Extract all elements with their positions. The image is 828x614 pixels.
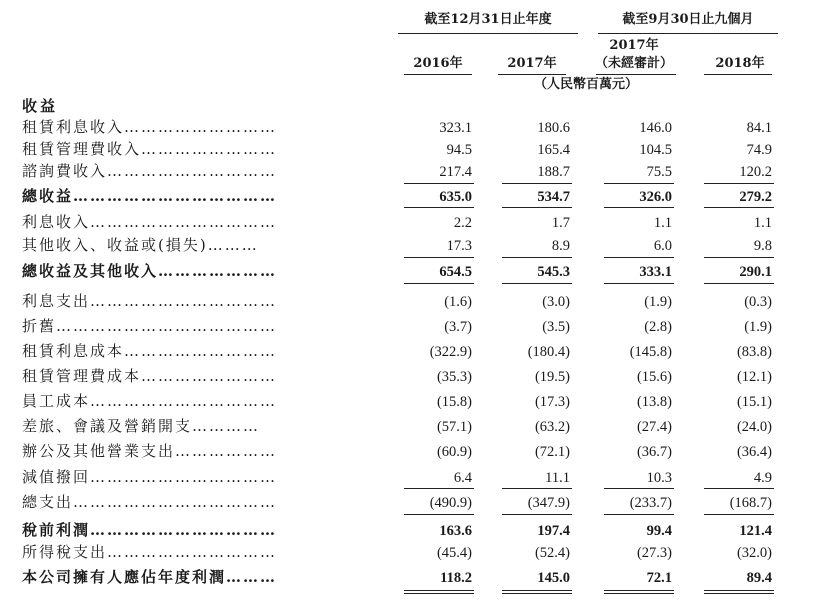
row-value-col-4: (15.1) (736, 394, 772, 410)
row-value-col-1: 217.4 (439, 164, 472, 180)
row-value-col-2: 534.7 (537, 189, 570, 205)
row-value-col-3: (27.4) (636, 419, 672, 435)
row-value-col-2: 145.0 (537, 570, 570, 586)
row-value-col-3: (233.7) (629, 495, 672, 511)
subtotal-rule (404, 593, 474, 594)
row-value-col-4: 74.9 (746, 142, 772, 158)
header-col-2017-unaudited-line1: 2017年 (609, 38, 659, 53)
row-value-col-4: 279.2 (739, 189, 772, 205)
row-label: 諮詢費收入………………………… (22, 162, 278, 180)
row-value-col-4: 89.4 (746, 570, 772, 586)
header-group-nine-months: 截至9月30日止九個月 (622, 12, 754, 27)
unit-label: （人民幣百萬元） (533, 77, 638, 92)
row-value-col-3: 99.4 (646, 523, 672, 539)
row-value-col-2: (19.5) (534, 369, 570, 385)
row-value-col-1: (322.9) (429, 344, 472, 360)
row-value-col-1: 635.0 (439, 189, 472, 205)
row-value-col-2: 188.7 (537, 164, 570, 180)
row-value-col-2: 545.3 (537, 264, 570, 280)
row-value-col-2: (72.1) (534, 444, 570, 460)
header-group-year: 截至12月31日止年度 (424, 12, 552, 27)
row-value-col-4: (32.0) (736, 545, 772, 561)
row-label: 總收益……………………………… (22, 187, 278, 205)
subtotal-rule (404, 183, 474, 184)
header-col-2017-unaudited-line2: （未經審計） (594, 56, 673, 71)
row-value-col-2: (180.4) (527, 344, 570, 360)
row-value-col-3: (13.8) (636, 394, 672, 410)
row-value-col-4: 9.8 (753, 238, 772, 254)
row-value-col-2: (63.2) (534, 419, 570, 435)
subtotal-rule (704, 593, 774, 594)
row-value-col-1: (60.9) (436, 444, 472, 460)
subtotal-rule (502, 488, 572, 489)
subtotal-rule (404, 207, 474, 208)
subtotal-rule (502, 207, 572, 208)
section-title-revenue: 收益 (22, 97, 59, 115)
row-label: 差旅、會議及營銷開支………… (22, 417, 261, 435)
row-label: 稅前利潤…………………………… (22, 521, 278, 539)
row-value-col-4: (12.1) (736, 369, 772, 385)
row-value-col-2: 11.1 (545, 470, 570, 486)
row-value-col-3: (2.8) (644, 319, 672, 335)
subtotal-rule (604, 283, 674, 284)
row-value-col-2: 1.7 (551, 215, 570, 231)
header-col-rule-2 (498, 74, 566, 75)
row-label: 租賃利息成本……………………… (22, 342, 278, 360)
row-value-col-1: 118.2 (440, 570, 472, 586)
subtotal-rule (704, 590, 774, 591)
row-label: 所得稅支出………………………… (22, 543, 278, 561)
subtotal-rule (604, 488, 674, 489)
row-value-col-2: 8.9 (551, 238, 570, 254)
header-col-2016: 2016年 (413, 56, 463, 71)
header-group-nine-months-rule (598, 33, 778, 34)
row-value-col-2: 197.4 (537, 523, 570, 539)
row-label: 辦公及其他營業支出……………… (22, 442, 278, 460)
header-col-rule-1 (404, 74, 472, 75)
subtotal-rule (404, 488, 474, 489)
row-value-col-1: (35.3) (436, 369, 472, 385)
row-value-col-3: 72.1 (646, 570, 672, 586)
row-value-col-1: 6.4 (453, 470, 472, 486)
row-value-col-4: 121.4 (739, 523, 772, 539)
row-value-col-3: 10.3 (646, 470, 672, 486)
row-value-col-3: (145.8) (629, 344, 672, 360)
row-value-col-4: (1.9) (744, 319, 772, 335)
row-value-col-2: (3.0) (542, 294, 570, 310)
header-col-rule-3 (596, 74, 676, 75)
row-value-col-1: 94.5 (446, 142, 472, 158)
subtotal-rule (404, 514, 474, 515)
subtotal-rule (704, 257, 774, 258)
row-value-col-1: 163.6 (439, 523, 472, 539)
row-value-col-4: (36.4) (736, 444, 772, 460)
subtotal-rule (502, 183, 572, 184)
row-label: 總收益及其他收入………………… (22, 262, 278, 280)
row-label: 租賃管理費成本…………………… (22, 367, 278, 385)
header-col-2017: 2017年 (507, 56, 557, 71)
row-label: 員工成本…………………………… (22, 392, 278, 410)
subtotal-rule (502, 257, 572, 258)
subtotal-rule (704, 488, 774, 489)
subtotal-rule (604, 514, 674, 515)
row-value-col-4: 290.1 (739, 264, 772, 280)
row-label: 本公司擁有人應佔年度利潤……… (22, 568, 278, 586)
row-value-col-1: 17.3 (446, 238, 472, 254)
subtotal-rule (704, 514, 774, 515)
subtotal-rule (404, 283, 474, 284)
row-label: 租賃利息收入……………………… (22, 118, 278, 136)
row-value-col-4: (0.3) (744, 294, 772, 310)
subtotal-rule (404, 590, 474, 591)
subtotal-rule (404, 257, 474, 258)
row-value-col-1: (490.9) (429, 495, 472, 511)
row-value-col-2: (52.4) (534, 545, 570, 561)
row-value-col-4: 1.1 (753, 215, 772, 231)
subtotal-rule (502, 514, 572, 515)
row-value-col-4: 4.9 (753, 470, 772, 486)
row-label: 利息支出…………………………… (22, 292, 278, 310)
row-value-col-2: 165.4 (537, 142, 570, 158)
row-label: 其他收入、收益或(損失)……… (22, 236, 259, 254)
header-group-year-rule (398, 33, 578, 34)
row-value-col-3: 6.0 (653, 238, 672, 254)
subtotal-rule (604, 257, 674, 258)
header-col-2018: 2018年 (715, 56, 765, 71)
subtotal-rule (604, 593, 674, 594)
subtotal-rule (604, 207, 674, 208)
row-label: 租賃管理費收入…………………… (22, 140, 278, 158)
row-value-col-1: (3.7) (444, 319, 472, 335)
row-value-col-1: (57.1) (436, 419, 472, 435)
subtotal-rule (604, 183, 674, 184)
row-value-col-3: (15.6) (636, 369, 672, 385)
row-value-col-2: (347.9) (527, 495, 570, 511)
row-value-col-1: (15.8) (436, 394, 472, 410)
row-value-col-2: (3.5) (542, 319, 570, 335)
row-value-col-3: 104.5 (639, 142, 672, 158)
row-value-col-1: (1.6) (444, 294, 472, 310)
row-value-col-1: 2.2 (453, 215, 472, 231)
row-value-col-3: (1.9) (644, 294, 672, 310)
row-value-col-1: 654.5 (439, 264, 472, 280)
row-label: 利息收入…………………………… (22, 213, 278, 231)
row-value-col-4: (83.8) (736, 344, 772, 360)
header-col-rule-4 (704, 74, 772, 75)
row-value-col-3: 75.5 (646, 164, 672, 180)
row-value-col-2: 180.6 (537, 120, 570, 136)
subtotal-rule (704, 283, 774, 284)
row-value-col-4: 120.2 (739, 164, 772, 180)
row-value-col-3: (27.3) (636, 545, 672, 561)
row-value-col-3: 333.1 (639, 264, 672, 280)
row-value-col-2: (17.3) (534, 394, 570, 410)
row-value-col-4: (24.0) (736, 419, 772, 435)
row-label: 折舊………………………………… (22, 317, 278, 335)
subtotal-rule (604, 590, 674, 591)
subtotal-rule (704, 183, 774, 184)
row-value-col-4: 84.1 (746, 120, 772, 136)
row-label: 減值撥回…………………………… (22, 468, 278, 486)
row-value-col-1: (45.4) (436, 545, 472, 561)
row-label: 總支出……………………………… (22, 493, 278, 511)
subtotal-rule (502, 590, 572, 591)
row-value-col-3: 1.1 (653, 215, 672, 231)
row-value-col-3: (36.7) (636, 444, 672, 460)
row-value-col-3: 326.0 (639, 189, 672, 205)
subtotal-rule (502, 283, 572, 284)
subtotal-rule (502, 593, 572, 594)
row-value-col-4: (168.7) (729, 495, 772, 511)
row-value-col-1: 323.1 (439, 120, 472, 136)
row-value-col-3: 146.0 (639, 120, 672, 136)
subtotal-rule (704, 207, 774, 208)
